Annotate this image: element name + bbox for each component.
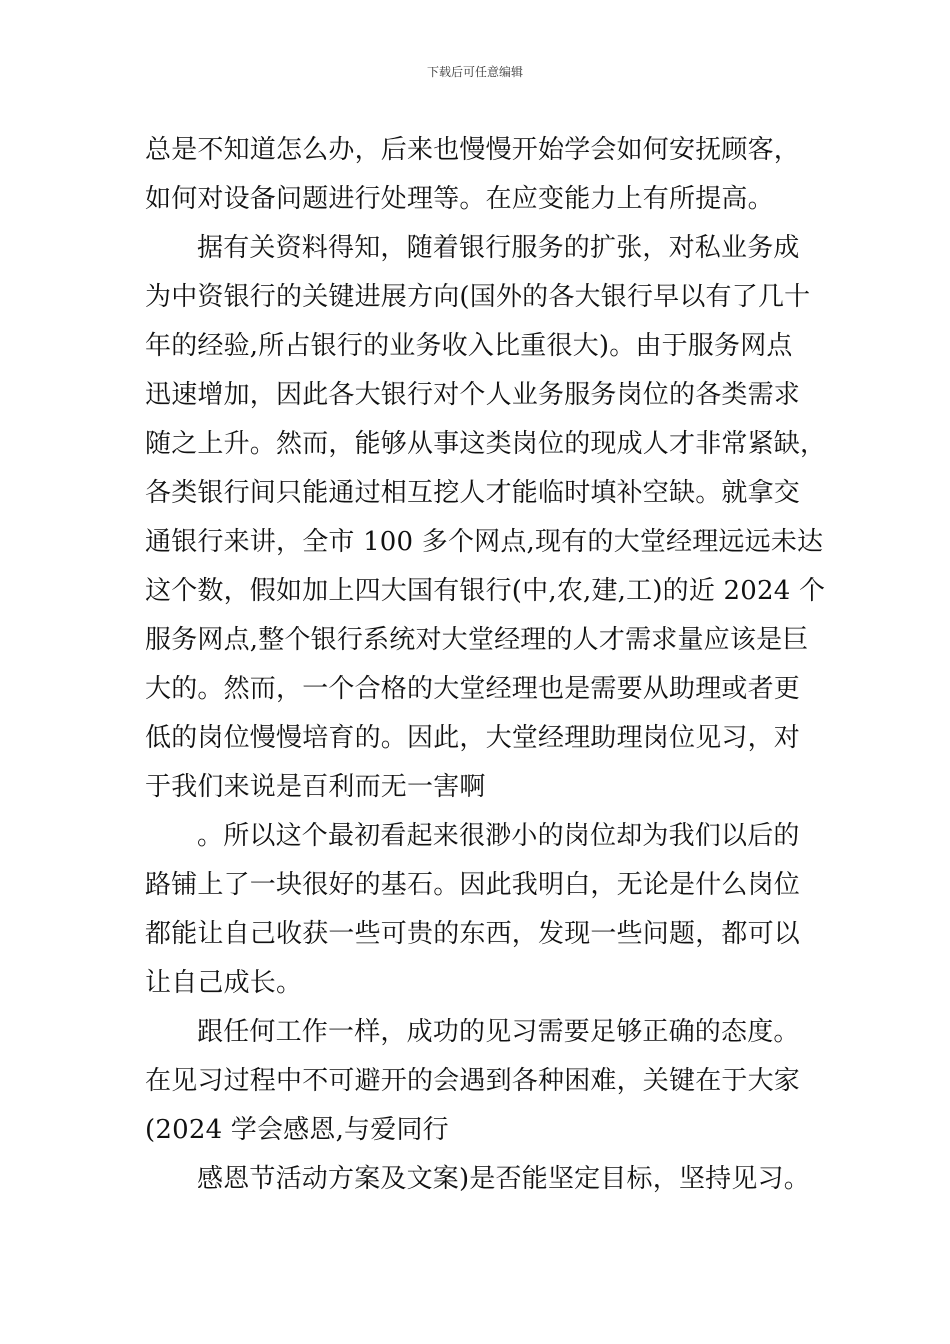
text-line: 都能让自己收获一些可贵的东西，发现一些问题，都可以	[145, 919, 801, 949]
text-line: 这个数，假如加上四大国有银行(中,农,建,工)的近 2024 个	[145, 576, 826, 606]
page-header: 下载后可任意编辑	[426, 65, 523, 79]
text-line: 在见习过程中不可避开的会遇到各种困难，关键在于大家	[145, 1066, 801, 1096]
text-line: 年的经验,所占银行的业务收入比重很大)。由于服务网点	[145, 331, 793, 361]
text-line: 大的。然而，一个合格的大堂经理也是需要从助理或者更	[145, 674, 801, 704]
text-line: 为中资银行的关键进展方向(国外的各大银行早以有了几十	[145, 282, 811, 312]
text-line: 如何对设备问题进行处理等。在应变能力上有所提高。	[145, 184, 774, 214]
paragraph-start: 据有关资料得知，随着银行服务的扩张，对私业务成	[197, 233, 800, 263]
text-line: 各类银行间只能通过相互挖人才能临时填补空缺。就拿交	[145, 478, 801, 508]
text-line: 迅速增加，因此各大银行对个人业务服务岗位的各类需求	[145, 380, 801, 410]
text-line: 随之上升。然而，能够从事这类岗位的现成人才非常紧缺，	[145, 429, 827, 459]
text-line: 总是不知道怎么办，后来也慢慢开始学会如何安抚顾客，	[145, 135, 801, 165]
text-line: 通银行来讲，全市 100 多个网点,现有的大堂经理远远未达	[145, 527, 824, 557]
text-line: 服务网点,整个银行系统对大堂经理的人才需求量应该是巨	[145, 625, 809, 655]
text-line: (2024 学会感恩,与爱同行	[145, 1115, 449, 1145]
paragraph-start: 跟任何工作一样，成功的见习需要足够正确的态度。	[197, 1017, 800, 1047]
text-line: 路铺上了一块很好的基石。因此我明白，无论是什么岗位	[145, 870, 801, 900]
paragraph-start: 。所以这个最初看起来很渺小的岗位却为我们以后的	[197, 821, 800, 851]
paragraph-start: 感恩节活动方案及文案)是否能坚定目标，坚持见习。	[197, 1164, 810, 1194]
text-line: 低的岗位慢慢培育的。因此，大堂经理助理岗位见习，对	[145, 723, 801, 753]
text-line: 于我们来说是百利而无一害啊	[145, 772, 486, 802]
body-text	[145, 126, 825, 1204]
text-line: 让自己成长。	[145, 968, 303, 998]
